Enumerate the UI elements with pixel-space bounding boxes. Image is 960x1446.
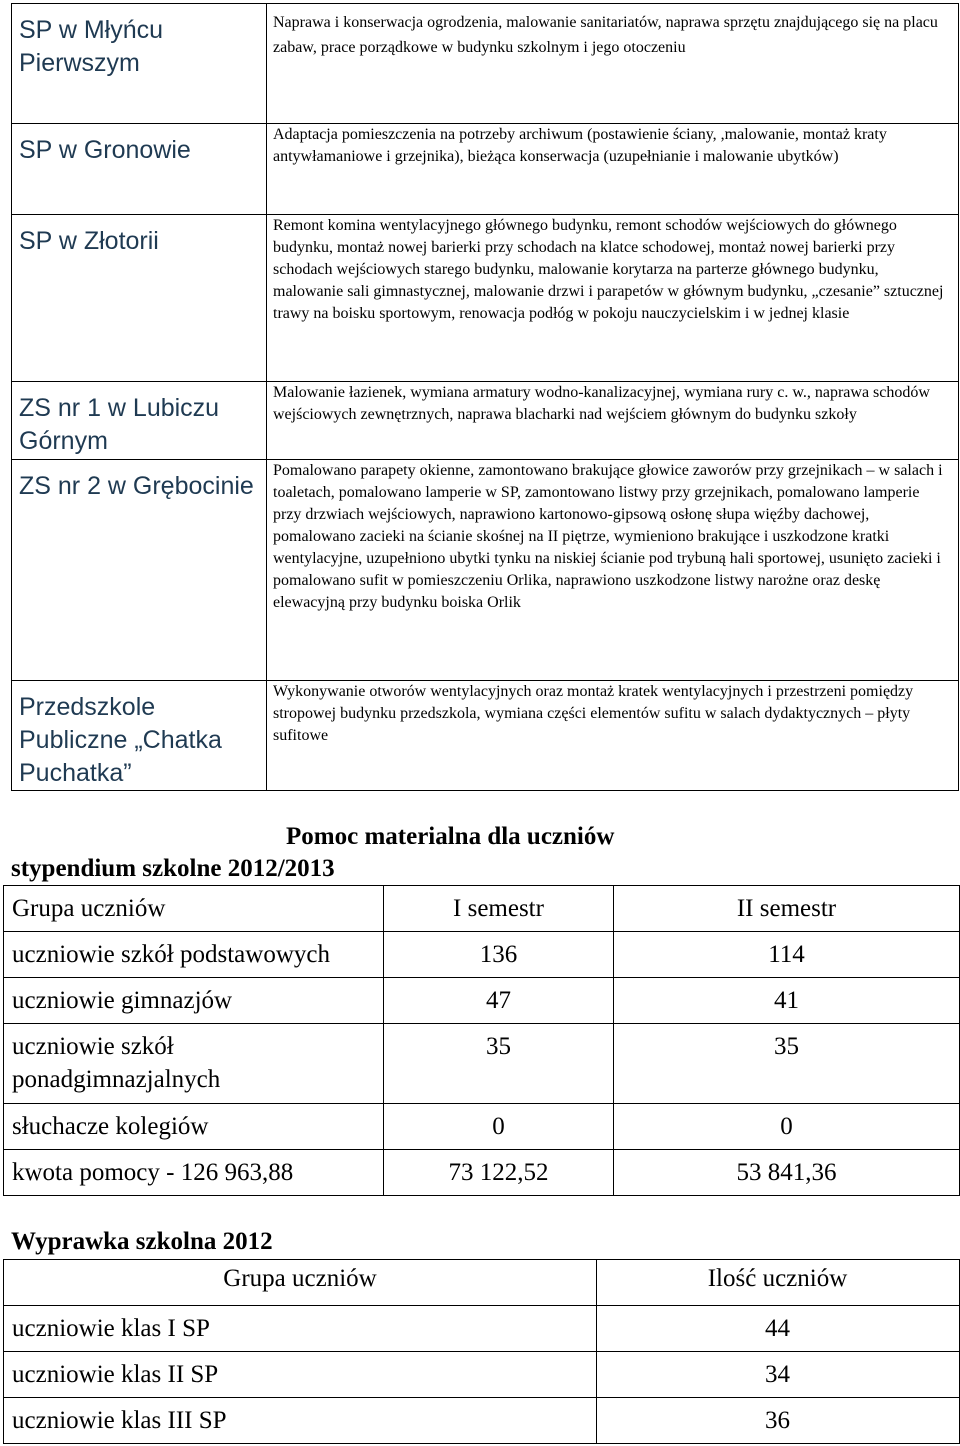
work-description: Naprawa i konserwacja ogrodzenia, malowanie sanitariatów, naprawa sprzętu znajdującego się na placu zabaw, prace porządkowe w budynku szkolnym i jego otoczeniu	[273, 14, 938, 56]
semester-2-cell: 41	[614, 978, 960, 1024]
group-cell: słuchacze kolegiów	[4, 1104, 384, 1150]
table-row	[4, 1150, 960, 1196]
table-row	[12, 681, 959, 791]
works-cell	[267, 681, 959, 791]
work-description: Wykonywanie otworów wentylacyjnych oraz montaż kratek wentylacyjnych i przestrzeni pomiędzy stropowej budynku przedszkola, wymiana części elementów sufitu w salach dydaktycznych – płyty sufitowe	[273, 683, 914, 744]
semester-1-cell: 136	[384, 932, 614, 978]
section-title: Wyprawka szkolna 2012	[11, 1228, 273, 1255]
table-row	[4, 1024, 960, 1104]
school-name: SP w Gronowie	[12, 124, 267, 215]
table-row	[4, 1104, 960, 1150]
semester-1-cell: 0	[384, 1104, 614, 1150]
column-header-semester-1: I semestr	[384, 886, 614, 932]
table-row	[12, 4, 959, 124]
school-name: SP w Młyńcu Pierwszym	[12, 4, 267, 124]
works-cell	[267, 4, 959, 124]
work-description: Pomalowano parapety okienne, zamontowano brakujące głowice zaworów przy grzejnikach – w salach i toaletach, pomalowano lamperie w SP, zamontowano listwy przy grzejnikach, pomalowano lamperie przy drzwiach wejściowych, naprawiono kartonowo-gipsową osłonę słupa więźby dachowej, pomalowano zacieki na ścianie skośnej na II piętrze, wymieniono brakujące i uszkodzone kratki wentylacyjne, uzupełniono ubytki tynku na niskiej ścianie pod trybuną hali sportowej, usunięto zacieki i pomalowano sufit w pomieszczeniu Orlika, naprawiono uszkodzone listwy narożne oraz deskę elewacyjną przy budynku boiska Orlik	[273, 462, 943, 611]
works-cell	[267, 460, 959, 681]
count-cell: 36	[597, 1398, 960, 1444]
section-title: Pomoc materialna dla uczniów	[286, 823, 615, 850]
semester-2-cell: 53 841,36	[614, 1150, 960, 1196]
school-name: Przedszkole Publiczne „Chatka Puchatka”	[12, 681, 267, 791]
table-row	[4, 978, 960, 1024]
semester-2-cell: 35	[614, 1024, 960, 1104]
table-header-row	[4, 1260, 960, 1306]
table-row	[12, 382, 959, 460]
table-row	[12, 460, 959, 681]
work-description: Remont komina wentylacyjnego głównego budynku, remont schodów wejściowych do głównego budynku, montaż nowej barierki przy schodach na klatce schodowej, montaż nowej barierki przy schodach wejściowych starego budynku, malowanie korytarza na parterze głównego budynku, malowanie sali gimnastycznej, malowanie drzwi i parapetów w głównym budynku, „czesanie” sztucznej trawy na boisku sportowym, renowacja podłóg w pokoju nauczycielskim i w jednej klasie	[273, 217, 944, 322]
group-cell: uczniowie klas I SP	[4, 1306, 597, 1352]
group-cell: kwota pomocy - 126 963,88	[4, 1150, 384, 1196]
group-cell: uczniowie szkół podstawowych	[4, 932, 384, 978]
works-cell	[267, 215, 959, 382]
group-cell: uczniowie gimnazjów	[4, 978, 384, 1024]
group-cell: uczniowie klas III SP	[4, 1398, 597, 1444]
table-row	[4, 932, 960, 978]
semester-1-cell: 73 122,52	[384, 1150, 614, 1196]
table-row	[4, 1306, 960, 1352]
semester-1-cell: 35	[384, 1024, 614, 1104]
column-header-semester-2: II semestr	[614, 886, 960, 932]
table-row	[12, 124, 959, 215]
school-name: ZS nr 2 w Grębocinie	[12, 460, 267, 681]
semester-2-cell: 0	[614, 1104, 960, 1150]
works-cell	[267, 124, 959, 215]
table-row	[4, 1352, 960, 1398]
column-header-group: Grupa uczniów	[4, 1260, 597, 1306]
school-name: ZS nr 1 w Lubiczu Górnym	[12, 382, 267, 460]
school-name: SP w Złotorii	[12, 215, 267, 382]
work-description: Malowanie łazienek, wymiana armatury wodno-kanalizacyjnej, wymiana rury c. w., naprawa schodów wejściowych zewnętrznych, naprawa blacharki nad wejściem głównym do budynku szkoły	[273, 384, 930, 423]
count-cell: 34	[597, 1352, 960, 1398]
renovation-works-table	[11, 3, 959, 791]
works-cell	[267, 382, 959, 460]
table-header-row	[4, 886, 960, 932]
work-description: Adaptacja pomieszczenia na potrzeby archiwum (postawienie ściany, ,malowanie, montaż kraty antywłamaniowe i grzejnika), bieżąca konserwacja (uzupełnianie i malowanie ubytków)	[273, 126, 887, 165]
table-row	[4, 1398, 960, 1444]
semester-1-cell: 47	[384, 978, 614, 1024]
table-row	[12, 215, 959, 382]
scholarship-table	[3, 885, 960, 1196]
section-subtitle: stypendium szkolne 2012/2013	[11, 855, 335, 882]
group-cell: uczniowie szkół ponadgimnazjalnych	[4, 1024, 384, 1104]
group-cell: uczniowie klas II SP	[4, 1352, 597, 1398]
school-kit-table	[3, 1259, 960, 1444]
count-cell: 44	[597, 1306, 960, 1352]
column-header-count: Ilość uczniów	[597, 1260, 960, 1306]
semester-2-cell: 114	[614, 932, 960, 978]
column-header-group: Grupa uczniów	[4, 886, 384, 932]
